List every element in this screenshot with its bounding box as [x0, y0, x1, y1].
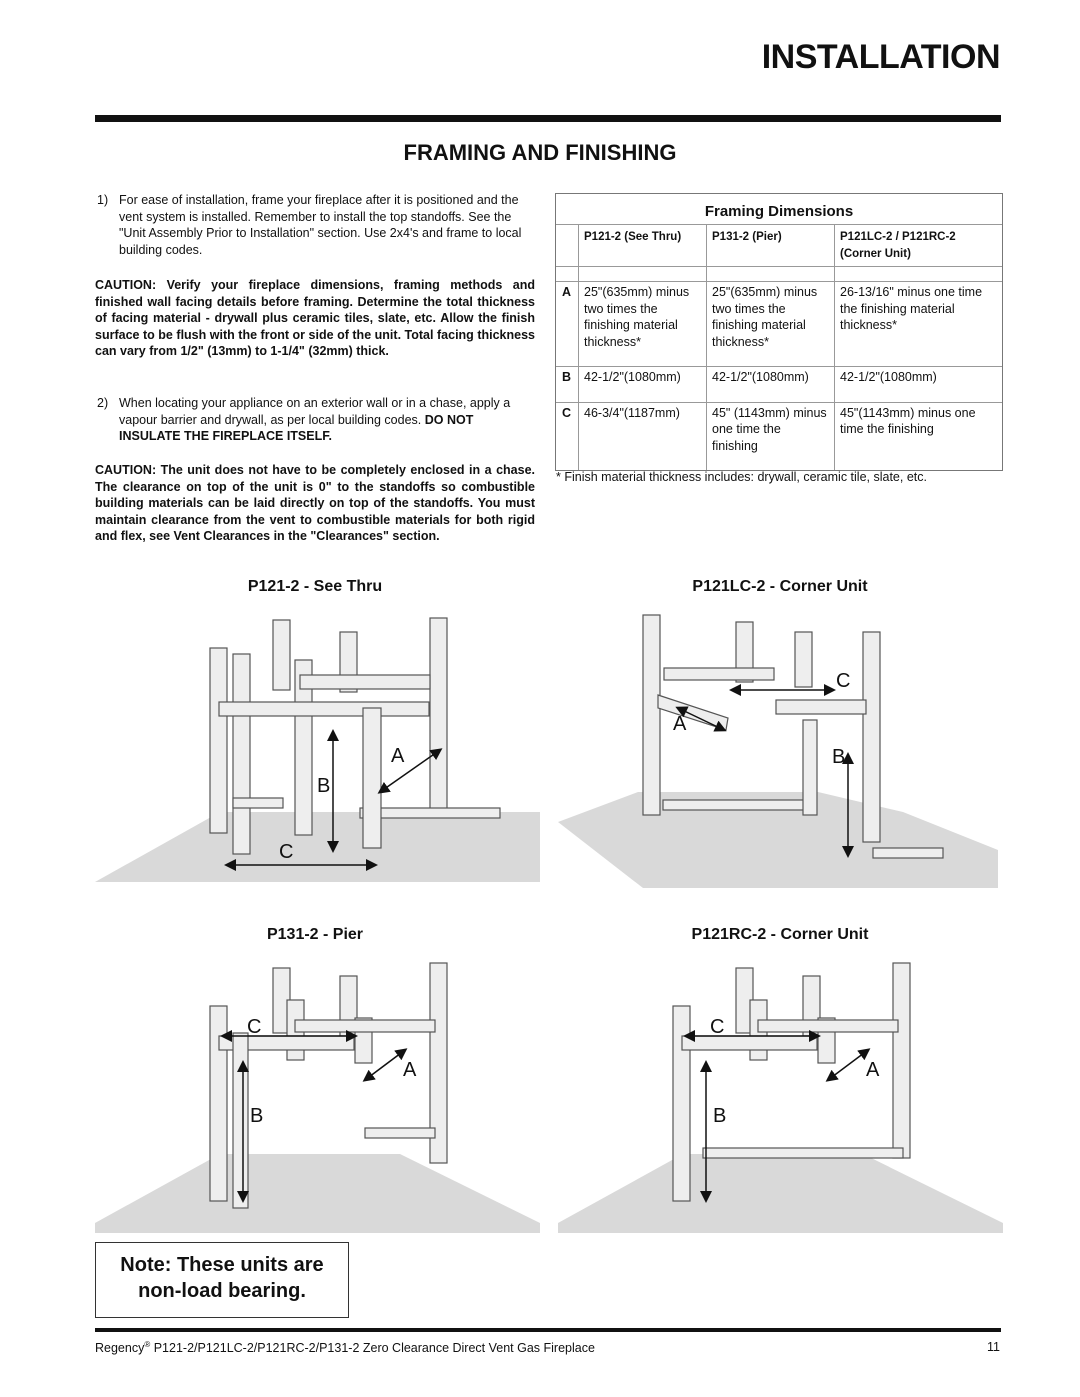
list-item-1 [97, 192, 535, 258]
section-title: FRAMING AND FINISHING [403, 140, 677, 165]
dimension-label-c: C [247, 1016, 262, 1038]
table-cell: 42-1/2"(1080mm) [707, 367, 835, 388]
footer-rule [95, 1328, 1001, 1332]
table-header-cell: P121LC-2 / P121RC-2 (Corner Unit) [835, 225, 1003, 267]
table-row [556, 367, 1002, 388]
dimension-label-b: B [250, 1105, 264, 1127]
list-text-body: When locating your appliance on an exterior wall or in a chase, apply a vapour barrier and drywall, as per local building codes. [119, 396, 511, 427]
framing-dimensions-table [555, 193, 1003, 471]
table-cell: B [556, 367, 579, 388]
dimension-label-a: A [866, 1059, 880, 1081]
table-header-cell [556, 225, 579, 267]
table-row [556, 402, 1002, 456]
table-cell: C [556, 402, 579, 456]
page-title: INSTALLATION [761, 38, 1000, 76]
dimension-label-c: C [710, 1016, 725, 1038]
table-cell: 45" (1143mm) minus one time the finishing [707, 402, 835, 456]
diagram-title-rc-corner: P121RC-2 - Corner Unit [691, 926, 869, 943]
dimension-label-b: B [713, 1105, 727, 1127]
page-number: 11 [987, 1340, 1000, 1354]
dimension-label-a: A [673, 713, 687, 735]
caution-paragraph-1: CAUTION: Verify your fireplace dimensions, framing methods and finished wall facing details before framing. Determine the total thickness of facing material - drywall plus ceramic tiles, slate, etc. Allow the finish surface to be flush with the front or side of the unit. Total facing thickness can vary from 1/2" (13mm) to 1-1/4" (32mm) thick. [95, 278, 535, 358]
list-text: For ease of installation, frame your fireplace after it is positioned and the vent system is installed. Remember to install the top standoffs. See the "Unit Assembly Prior to Installation" section. Use 2x4's and frame to local building codes. [119, 193, 522, 257]
footer-brand: Regency [95, 1341, 145, 1356]
dimension-label-a: A [403, 1059, 417, 1081]
see-thru-framing-diagram [95, 600, 540, 890]
registered-mark: ® [144, 1340, 151, 1349]
note-box [95, 1242, 349, 1318]
footer-description: P121-2/P121LC-2/P121RC-2/P131-2 Zero Clearance Direct Vent Gas Fireplace [150, 1341, 595, 1356]
rc-corner-framing-diagram [558, 948, 1003, 1238]
diagram-title-pier: P131-2 - Pier [266, 926, 364, 943]
table-header-cell: P121-2 (See Thru) [579, 225, 707, 267]
dimensions-grid [556, 224, 1002, 470]
note-line-1: Note: These units are [120, 1254, 324, 1276]
dimension-label-b: B [832, 746, 846, 768]
title-rule [95, 115, 1001, 122]
pier-framing-diagram [95, 948, 540, 1238]
table-cell: A [556, 282, 579, 353]
footer-text [95, 1340, 595, 1355]
table-header-row [556, 225, 1002, 267]
list-number: 2) [97, 396, 109, 410]
list-text-bold: DO NOT INSULATE THE FIREPLACE ITSELF. [119, 412, 474, 443]
table-cell: 26-13/16" minus one time the finishing material thickness* [835, 282, 1003, 353]
list-item-2 [97, 395, 535, 445]
dimension-label-a: A [391, 745, 405, 767]
dimension-label-c: C [279, 841, 294, 863]
dimension-label-c: C [836, 670, 851, 692]
dimension-label-b: B [317, 775, 331, 797]
diagram-title-see-thru: P121-2 - See Thru [247, 578, 383, 595]
list-number: 1) [97, 193, 109, 207]
diagram-title-lc-corner: P121LC-2 - Corner Unit [692, 578, 868, 595]
list-text [119, 395, 535, 445]
table-cell: 25"(635mm) minus two times the finishing material thickness* [707, 282, 835, 353]
table-cell: 45"(1143mm) minus one time the finishing [835, 402, 1003, 456]
note-line-2: non-load bearing. [138, 1280, 306, 1302]
table-row [556, 282, 1002, 353]
lc-corner-framing-diagram [558, 600, 1003, 890]
table-header-cell: P131-2 (Pier) [707, 225, 835, 267]
caution-paragraph-2: CAUTION: The unit does not have to be completely enclosed in a chase. The clearance on top of the unit is 0" to the standoffs so combustible building materials can be laid directly on top of the standoffs. You must maintain clearance from the vent to combustible materials for both rigid and flex, see Vent Clearances in the "Clearances" section. [95, 463, 535, 543]
table-cell: 25"(635mm) minus two times the finishing material thickness* [579, 282, 707, 353]
table-cell: 42-1/2"(1080mm) [835, 367, 1003, 388]
table-title: Framing Dimensions [704, 203, 854, 220]
table-footnote: * Finish material thickness includes: drywall, ceramic tile, slate, etc. [556, 470, 927, 484]
table-cell: 42-1/2"(1080mm) [579, 367, 707, 388]
table-cell: 46-3/4"(1187mm) [579, 402, 707, 456]
